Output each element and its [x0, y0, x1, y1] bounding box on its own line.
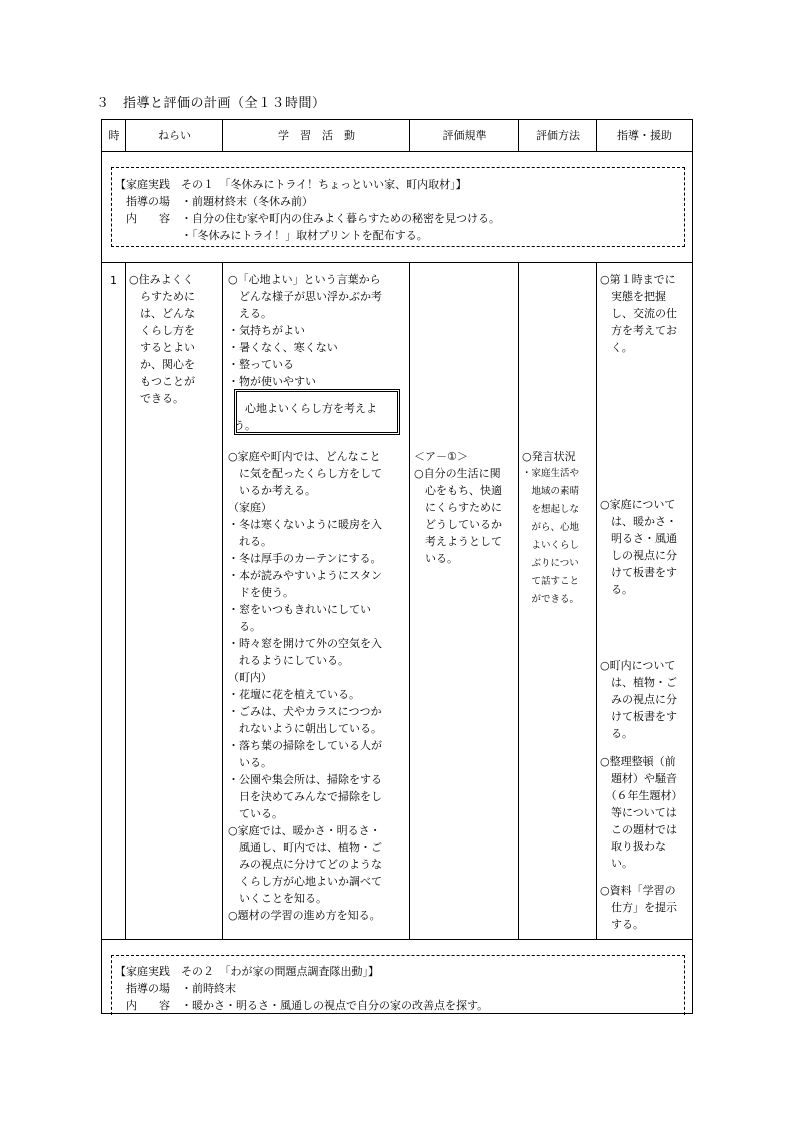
activity-line: ・整っている	[228, 358, 294, 371]
home-practice-2	[115, 963, 488, 1014]
activity-line: どんな様子が思い浮かぶか考	[228, 290, 382, 303]
support-line: けて板書をす	[600, 710, 677, 723]
activity-line: れる。	[228, 535, 272, 548]
column-divider	[518, 262, 519, 939]
home-practice-1-place: 指導の場 ・前題材終末（冬休み前）	[115, 195, 313, 208]
header-criteria: 評価規準	[442, 129, 487, 142]
activity-line: る。	[228, 620, 261, 633]
activity-line: ・窓をいつもきれいにしてい	[228, 603, 371, 616]
support-line: 仕方」を提示	[600, 901, 677, 914]
activity-line: ・公園や集会所は、掃除をする	[228, 773, 382, 786]
support-line: この題材では	[600, 823, 677, 836]
criteria-line: いる。	[414, 552, 458, 565]
method-line: 地域の素晴	[522, 486, 580, 497]
activity-line: ドを使う。	[228, 586, 294, 599]
header-activity: 学 習 活 動	[278, 129, 355, 142]
lesson-goal-text	[234, 400, 377, 434]
activity-line: に気を配ったくらし方をして	[228, 467, 382, 480]
activity-line: ・花壇に花を植えている。	[228, 688, 360, 701]
support-line: ○資料「学習の	[600, 884, 676, 897]
home-practice-1-content: 内 容 ・自分の住む家や町内の住みよく暮らすための秘密を見つける。	[115, 212, 500, 225]
activity-line: いくことを知る。	[228, 892, 327, 905]
support-line: する。	[600, 918, 644, 931]
goal-line: う。	[234, 419, 256, 432]
support-line: る。	[600, 727, 633, 740]
column-divider	[125, 120, 126, 151]
column-divider	[409, 120, 410, 151]
lesson-hour: 1	[110, 274, 117, 287]
support-materials	[600, 882, 677, 933]
method-column	[522, 448, 579, 609]
activity-line: れないように朝出している。	[228, 722, 382, 735]
activity-line: 風通し、町内では、植物・ご	[228, 841, 382, 854]
support-scope	[600, 753, 683, 872]
activity-line: 日を決めてみんなで掃除をし	[228, 790, 382, 803]
activity-line: いる。	[228, 756, 272, 769]
activity-line: れるようにしている。	[228, 654, 349, 667]
home-practice-2-title: 【家庭実践 その２ 「わが家の問題点調査隊出動」】	[115, 965, 379, 978]
column-divider	[596, 120, 597, 151]
support-line: けて板書をす	[600, 566, 677, 579]
activity-line: ○家庭や町内では、どんなこと	[228, 450, 381, 463]
aim-column	[129, 271, 195, 407]
header-method: 評価方法	[536, 129, 580, 142]
criteria-line: にくらすために	[414, 501, 502, 514]
aim-line: するとよい	[129, 341, 195, 354]
criteria-line: ○自分の生活に関	[414, 467, 501, 480]
column-divider	[518, 120, 519, 151]
criteria-column	[414, 448, 502, 567]
header-support: 指導・援助	[617, 129, 672, 142]
goal-line: 心地よいくらし方を考えよ	[234, 402, 377, 415]
home-practice-1-title: 【家庭実践 その１ 「冬休みにトライ！ちょっといい家、町内取材」】	[115, 178, 467, 191]
support-line: 実態を把握	[600, 290, 666, 303]
aim-line: もつことが	[129, 375, 195, 388]
support-line: ○第１時までに	[600, 273, 676, 286]
activity-line: ・気持ちがよい	[228, 324, 305, 337]
support-line: ○家庭について	[600, 498, 676, 511]
criteria-line: ＜ア－①＞	[414, 450, 468, 463]
support-line: い。	[600, 857, 633, 870]
support-top	[600, 271, 677, 356]
home-practice-2-content: 内 容 ・暖かさ・明るさ・風通しの視点で自分の家の改善点を探す。	[115, 999, 489, 1012]
method-line: ぶりについ	[522, 558, 579, 569]
method-line: を想起しな	[522, 504, 580, 515]
home-practice-1-content: ・「冬休みにトライ！」取材プリントを配布する。	[115, 229, 428, 242]
activity-line: ○「心地よい」という言葉から	[228, 273, 381, 286]
home-practice-2-place: 指導の場 ・前時終末	[115, 982, 236, 995]
support-line: （６年生題材）	[600, 789, 683, 802]
home-practice-1	[115, 176, 500, 244]
activity-top	[228, 271, 382, 390]
activity-line: いるか考える。	[228, 484, 316, 497]
aim-line: か、関心を	[129, 358, 195, 371]
activity-line: ・物が使いやすい	[228, 375, 316, 388]
activity-line: ている。	[228, 807, 283, 820]
activity-line: える。	[228, 307, 272, 320]
header-aim: ねらい	[158, 129, 191, 142]
row-divider	[102, 939, 692, 940]
support-line: は、暖かさ・	[600, 515, 677, 528]
method-line: がら、心地	[522, 522, 580, 533]
activity-line: ・冬は厚手のカーテンにする。	[228, 552, 382, 565]
support-line: し、交流の仕	[600, 307, 677, 320]
activity-line: （町内）	[228, 671, 272, 684]
support-line: 方を考えてお	[600, 324, 677, 337]
column-divider	[125, 262, 126, 939]
activity-line: ・落ち葉の掃除をしている人が	[228, 739, 382, 752]
criteria-line: どうしているか	[414, 518, 502, 531]
method-line: よいくらし	[522, 540, 580, 551]
support-line: 題材）や騒音	[600, 772, 677, 785]
support-line: しの視点に分	[600, 549, 677, 562]
support-line: は、植物・ご	[600, 676, 677, 689]
table-header-row	[102, 120, 692, 152]
method-line: ができる。	[522, 594, 580, 605]
support-line: く。	[600, 341, 633, 354]
row-divider	[102, 262, 692, 263]
method-line: ○発言状況	[522, 450, 576, 463]
aim-line: は、どんな	[129, 307, 195, 320]
column-divider	[222, 262, 223, 939]
support-home	[600, 496, 677, 598]
aim-line: くらし方を	[129, 324, 195, 337]
column-divider	[596, 262, 597, 939]
column-divider	[222, 120, 223, 151]
activity-line: ○家庭では、暖かさ・明るさ・	[228, 824, 381, 837]
activity-line: くらし方が心地よいか調べて	[228, 875, 382, 888]
support-town	[600, 657, 677, 742]
header-hour: 時	[108, 129, 120, 142]
activity-line: ・ごみは、犬やカラスにつつか	[228, 705, 382, 718]
support-line: る。	[600, 583, 633, 596]
section-heading: ３ 指導と評価の計画（全１３時間）	[96, 96, 326, 111]
support-line: 等については	[600, 806, 677, 819]
activity-line: ○題材の学習の進め方を知る。	[228, 909, 381, 922]
support-line: 明るさ・風通	[600, 532, 677, 545]
criteria-line: 考えようとして	[414, 535, 502, 548]
method-line: ・家庭生活や	[522, 468, 580, 479]
activity-line: （家庭）	[228, 501, 272, 514]
activity-line: ・本が読みやすいようにスタン	[228, 569, 382, 582]
support-line: ○町内について	[600, 659, 676, 672]
support-line: 取り扱わな	[600, 840, 666, 853]
aim-line: できる。	[129, 392, 184, 405]
criteria-line: 心をもち、快適	[414, 484, 502, 497]
support-line: みの視点に分	[600, 693, 677, 706]
activity-line: ・暑くなく、寒くない	[228, 341, 338, 354]
support-line: ○整理整頓（前	[600, 755, 676, 768]
activity-line: ・時々窓を開けて外の空気を入	[228, 637, 382, 650]
activity-line: みの視点に分けてどのような	[228, 858, 382, 871]
column-divider	[409, 262, 410, 939]
method-line: て話すこと	[522, 576, 580, 587]
activity-line: ・冬は寒くないように暖房を入	[228, 518, 382, 531]
activity-bottom	[228, 448, 382, 924]
aim-line: ○住みよくく	[129, 273, 194, 286]
aim-line: らすために	[129, 290, 195, 303]
